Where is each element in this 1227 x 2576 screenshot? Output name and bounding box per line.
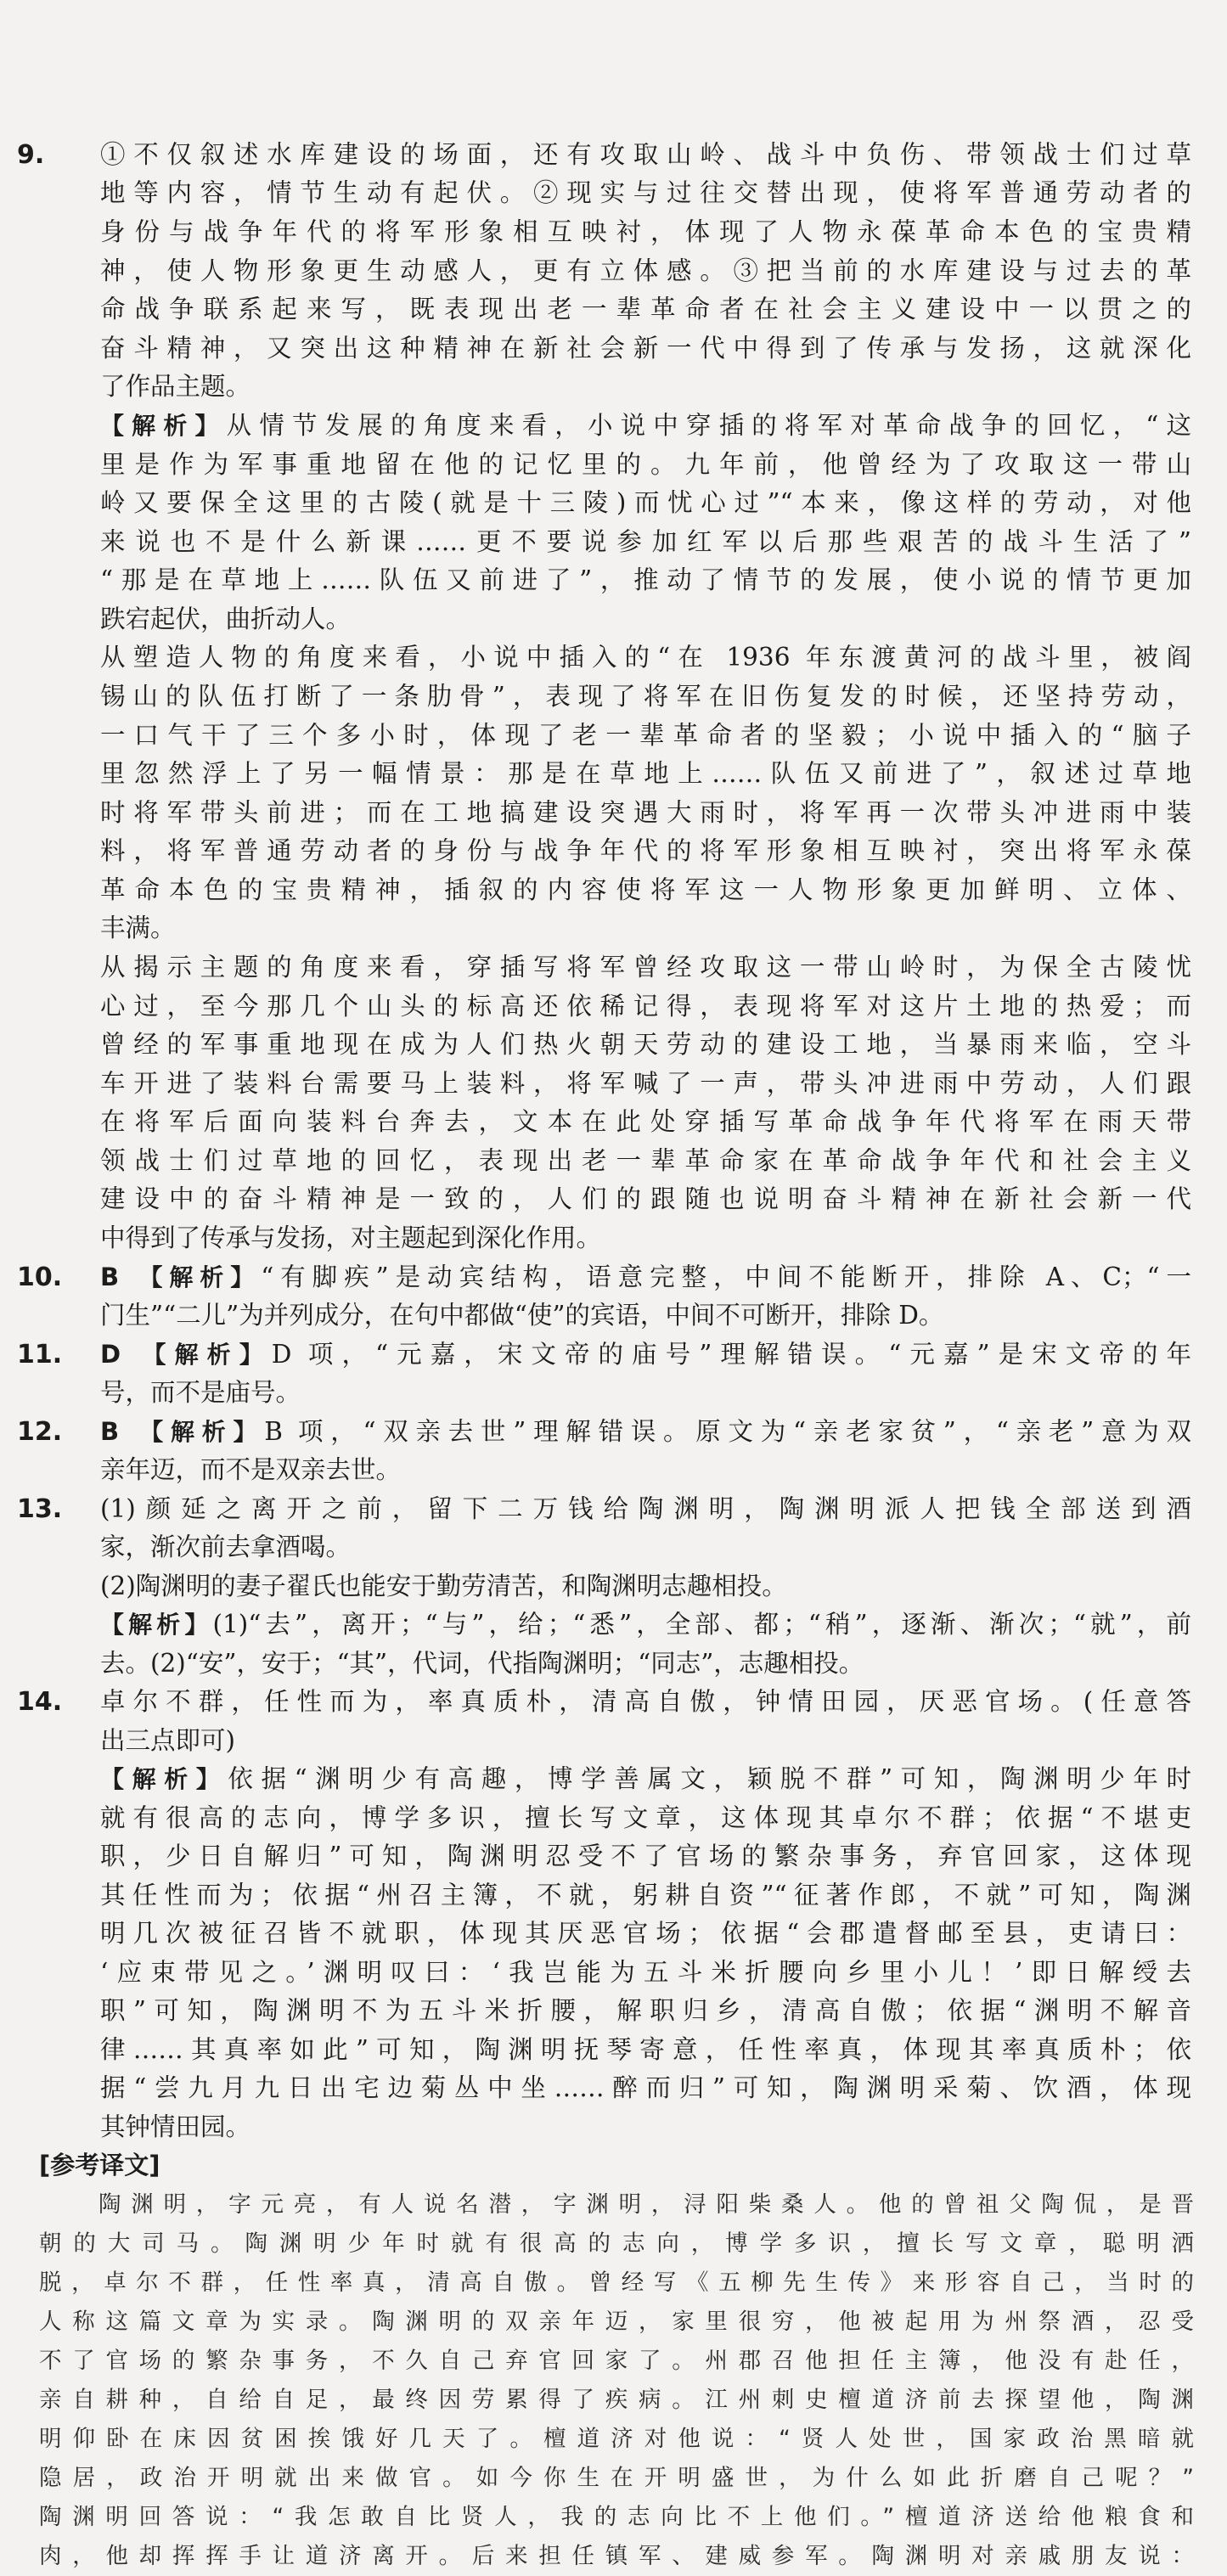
analysis-line: 【解析】(1)“去”，离开；“与”，给；“悉”，全部、都；“稍”，逐渐、渐次；“就”，前 [100,1610,1191,1639]
analysis-line: 从揭示主题的角度来看，穿插写将军曾经攻取这一带山岭时，为保全古陵忧 [100,953,1191,981]
analysis-tag: 【解析】 [138,1263,262,1291]
answer-line: (1)颜延之离开之前，留下二万钱给陶渊明，陶渊明派人把钱全部送到酒 [100,1494,1191,1523]
translation-line: 明仰卧在床因贫困挨饿好几天了。檀道济对他说：“贤人处世，国家政治黑暗就 [39,2426,1194,2452]
answer-line: 卓尔不群，任性而为，率真质朴，清高自傲，钟情田园，厌恶官场。(任意答 [100,1687,1191,1716]
analysis-line: 一口气干了三个多小时，体现了老一辈革命者的坚毅；小说中插入的“脑子 [100,721,1191,750]
analysis-line: 心过，至今那几个山头的标高还依稀记得，表现将军对这片土地的热爱；而 [100,992,1191,1021]
analysis-line: 其钟情田园。 [100,2112,251,2141]
analysis-line: 【解析】依据“渊明少有高趣，博学善属文，颖脱不群”可知，陶渊明少年时 [100,1764,1191,1793]
analysis-line: B 【解析】B 项，“双亲去世”理解错误。原文为“亲老家贫”，“亲老”意为双 [100,1417,1191,1446]
answer-line: 出三点即可) [100,1726,236,1755]
analysis-line: 明几次被征召皆不就职，体现其厌恶官场；依据“会郡遣督邮至县，吏请曰： [100,1919,1191,1948]
analysis-line: B 【解析】“有脚疾”是动宾结构，语意完整，中间不能断开，排除 A、C；“一 [100,1263,1191,1291]
analysis-line: 领战士们过草地的回忆，表现出老一辈革命家在革命战争年代和社会主义 [100,1146,1191,1175]
answer-line: 身份与战争年代的将军形象相互映衬，体现了人物永葆革命本色的宝贵精 [100,217,1191,246]
answer-line: 神，使人物形象更生动感人，更有立体感。③把当前的水库建设与过去的革 [100,256,1191,285]
analysis-line: 建设中的奋斗精神是一致的，人们的跟随也说明奋斗精神在新社会新一代 [100,1184,1191,1213]
analysis-line: 曾经的军事重地现在成为人们热火朝天劳动的建设工地，当暴雨来临，空斗 [100,1030,1191,1059]
answer-line: (2)陶渊明的妻子翟氏也能安于勤劳清苦，和陶渊明志趣相投。 [100,1572,787,1600]
answer-line: 了作品主题。 [100,372,251,401]
answer-choice: B [100,1417,120,1446]
answer-choice: B [100,1263,120,1291]
analysis-line: 律……其真率如此”可知，陶渊明抚琴寄意，任性率真，体现其率真质朴；依 [100,2035,1191,2064]
translation-line: 陶渊明，字元亮，有人说名潜，字渊明，浔阳柴桑人。他的曾祖父陶侃，是晋 [98,2191,1194,2218]
analysis-tag: 【解析】 [100,1611,213,1639]
analysis-tag: 【解析】 [139,1418,265,1446]
analysis-line: ‘应束带见之。’渊明叹曰：‘我岂能为五斗米折腰向乡里小儿！’即日解绶去 [100,1958,1191,1987]
translation-line: 肉，他却挥挥手让道济离开。后来担任镇军、建威参军。陶渊明对亲戚朋友说： [39,2543,1194,2569]
analysis-line: 锡山的队伍打断了一条肋骨”，表现了将军在旧伤复发的时候，还坚持劳动， [100,682,1191,711]
analysis-line: 就有很高的志向，博学多识，擅长写文章，这体现其卓尔不群；依据“不堪吏 [100,1803,1191,1832]
question-number: 10. [17,1263,63,1292]
question-number: 11. [17,1340,63,1370]
analysis-line: 时将军带头前进；而在工地搞建设突遇大雨时，将军再一次带头冲进雨中装 [100,798,1191,827]
translation-line: 亲自耕种，自给自足，最终因劳累得了疾病。江州刺史檀道济前去探望他，陶渊 [39,2387,1194,2413]
analysis-line: 来说也不是什么新课……更不要说参加红军以后那些艰苦的战斗生活了” [100,527,1191,556]
analysis-line: 革命本色的宝贵精神，插叙的内容使将军这一人物形象更加鲜明、立体、 [100,875,1191,904]
answer-line: 奋斗精神，又突出这种精神在新社会新一代中得到了传承与发扬，这就深化 [100,334,1191,363]
analysis-line: 号，而不是庙号。 [100,1378,301,1407]
analysis-line: “那是在草地上……队伍又前进了”，推动了情节的发展，使小说的情节更加 [100,565,1191,594]
analysis-line: 岭又要保全这里的古陵(就是十三陵)而忧心过”“本来，像这样的劳动，对他 [100,488,1191,517]
analysis-line: 从塑造人物的角度来看，小说中插入的“在 1936 年东渡黄河的战斗里，被阎 [100,643,1191,672]
translation-line: 不了官场的繁杂事务，不久自己弃官回家了。州郡召他担任主簿，他没有赴任， [39,2348,1194,2374]
translation-line: 脱，卓尔不群，任性率真，清高自傲。曾经写《五柳先生传》来形容自己，当时的 [39,2269,1194,2296]
analysis-line: 跌宕起伏，曲折动人。 [100,605,352,633]
analysis-line: D 【解析】D 项，“元嘉，宋文帝的庙号”理解错误。“元嘉”是宋文帝的年 [100,1340,1191,1369]
analysis-line: 亲年迈，而不是双亲去世。 [100,1455,402,1484]
analysis-line: 料，将军普通劳动者的身份与战争年代的将军形象相互映衬，突出将军永葆 [100,836,1191,865]
analysis-tag: 【解析】 [100,412,227,440]
translation-line: 陶渊明回答说：“我怎敢自比贤人，我的志向比不上他们。”檀道济送给他粮食和 [39,2504,1194,2530]
analysis-line: 车开进了装料台需要马上装料，将军喊了一声，带头冲进雨中劳动，人们跟 [100,1069,1191,1098]
analysis-tag: 【解析】 [100,1765,228,1793]
analysis-line: 在将军后面向装料台奔去，文本在此处穿插写革命战争年代将军在雨天带 [100,1107,1191,1136]
analysis-tag: 【解析】 [142,1341,272,1369]
analysis-line: 去。(2)“安”，安于；“其”，代词，代指陶渊明；“同志”，志趣相投。 [100,1649,864,1678]
answer-line: 家，渐次前去拿酒喝。 [100,1533,352,1561]
analysis-line: 职”可知，陶渊明不为五斗米折腰，解职归乡，清高自傲；依据“渊明不解音 [100,1996,1191,2025]
analysis-line: 中得到了传承与发扬，对主题起到深化作用。 [100,1223,602,1252]
analysis-line: 里忽然浮上了另一幅情景：那是在草地上……队伍又前进了”，叙述过草地 [100,759,1191,788]
question-number: 14. [17,1687,63,1717]
analysis-line: 里是作为军事重地留在他的记忆里的。九年前，他曾经为了攻取这一带山 [100,450,1191,479]
analysis-line: 【解析】从情节发展的角度来看，小说中穿插的将军对革命战争的回忆，“这 [100,411,1191,440]
analysis-line: 职，少日自解归”可知，陶渊明忍受不了官场的繁杂事务，弃官回家，这体现 [100,1842,1191,1870]
answer-line: 地等内容，情节生动有起伏。②现实与过往交替出现，使将军普通劳动者的 [100,178,1191,207]
section-title: [参考译文] [39,2151,160,2179]
answer-choice: D [100,1340,121,1369]
analysis-line: 丰满。 [100,914,176,942]
analysis-line: 门生”“二儿”为并列成分，在句中都做“使”的宾语，中间不可断开，排除 D。 [100,1301,944,1330]
analysis-line: 其任性而为；依据“州召主簿，不就，躬耕自资”“征著作郎，不就”可知，陶渊 [100,1881,1191,1910]
answer-line: 命战争联系起来写，既表现出老一辈革命者在社会主义建设中一以贯之的 [100,295,1191,323]
analysis-line: 据“尝九月九日出宅边菊丛中坐……醉而归”可知，陶渊明采菊、饮酒，体现 [100,2073,1191,2102]
translation-line: 隐居，政治开明就出来做官。如今你生在开明盛世，为什么如此折磨自己呢？” [39,2465,1194,2491]
question-number: 9. [17,140,45,170]
question-number: 13. [17,1494,63,1524]
translation-line: 人称这篇文章为实录。陶渊明的双亲年迈，家里很穷，他被起用为州祭酒，忍受 [39,2309,1194,2335]
answer-line: ①不仅叙述水库建设的场面，还有攻取山岭、战斗中负伤、带领战士们过草 [100,140,1191,169]
translation-line: 朝的大司马。陶渊明少年时就有很高的志向，博学多识，擅长写文章，聪明洒 [39,2230,1194,2257]
question-number: 12. [17,1417,63,1447]
